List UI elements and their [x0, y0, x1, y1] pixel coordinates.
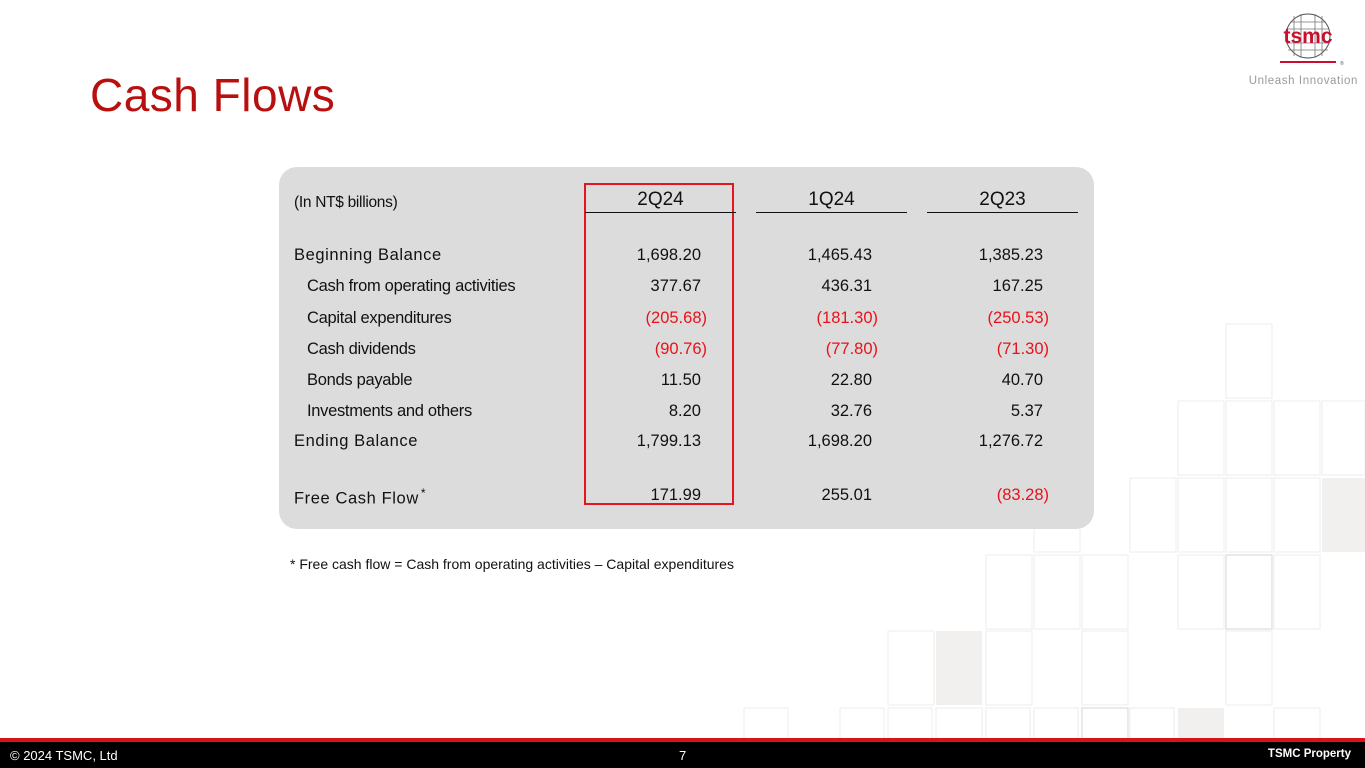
row-label	[307, 371, 412, 390]
row-label-text: Bonds payable	[307, 371, 413, 389]
footnote: * Free cash flow = Cash from operating activities – Capital expenditures	[290, 556, 734, 572]
table-cell: (181.30)	[816, 309, 878, 327]
table-cell: 167.25	[992, 277, 1043, 295]
table-cell: 8.20	[668, 402, 701, 420]
table-cell: 1,465.43	[807, 246, 872, 264]
table-cell: (90.76)	[654, 340, 707, 358]
table-cell: (83.28)	[996, 486, 1049, 504]
row-label-text: Ending Balance	[294, 432, 418, 450]
footnote-mark: *	[420, 486, 427, 500]
column-header-2q24: 2Q24	[637, 189, 684, 210]
table-cell: (250.53)	[987, 309, 1049, 327]
table-cell: 1,698.20	[636, 246, 701, 264]
footer-bar	[0, 742, 1365, 768]
table-cell: 436.31	[821, 277, 872, 295]
row-label-text: Investments and others	[307, 402, 472, 420]
column-underline	[927, 212, 1078, 213]
table-cell: 22.80	[830, 371, 872, 389]
page-title: Cash Flows	[90, 69, 336, 121]
row-label	[307, 402, 472, 421]
table-cell: 1,799.13	[636, 432, 701, 450]
row-label	[307, 340, 416, 359]
column-header-2q23: 2Q23	[979, 189, 1026, 210]
table-cell: 255.01	[821, 486, 872, 504]
table-cell: (71.30)	[996, 340, 1049, 358]
row-label	[294, 246, 442, 265]
row-label-text: Cash dividends	[307, 340, 416, 358]
tsmc-logo	[1270, 10, 1348, 70]
row-label	[294, 486, 426, 509]
page-number: 7	[679, 748, 687, 763]
row-label-text: Capital expenditures	[307, 309, 452, 327]
property-label: TSMC Property	[1267, 748, 1351, 760]
column-header-1q24: 1Q24	[808, 189, 855, 210]
row-label-text: Beginning Balance	[294, 246, 442, 264]
svg-text:®: ®	[1340, 61, 1344, 67]
table-cell: (205.68)	[645, 309, 707, 327]
table-cell: 1,698.20	[807, 432, 872, 450]
row-label-text: Cash from operating activities	[307, 277, 516, 295]
tagline: Unleash Innovation	[1248, 75, 1358, 87]
table-cell: 377.67	[650, 277, 701, 295]
table-cell: 11.50	[660, 371, 701, 389]
column-underline	[756, 212, 907, 213]
table-cell: 40.70	[1001, 371, 1043, 389]
table-cell: 5.37	[1010, 402, 1043, 420]
row-label	[307, 309, 451, 328]
unit-label: (In NT$ billions)	[294, 194, 398, 211]
row-label-text: Free Cash Flow	[294, 489, 419, 508]
svg-text:tsmc: tsmc	[1283, 25, 1333, 48]
table-cell: 1,385.23	[978, 246, 1043, 264]
copyright-text: © 2024 TSMC, Ltd	[10, 748, 118, 763]
table-cell: (77.80)	[825, 340, 878, 358]
table-cell: 171.99	[650, 486, 701, 504]
table-cell: 1,276.72	[978, 432, 1043, 450]
column-underline	[585, 212, 736, 213]
table-cell: 32.76	[830, 402, 872, 420]
row-label	[307, 277, 515, 296]
row-label	[294, 432, 418, 451]
